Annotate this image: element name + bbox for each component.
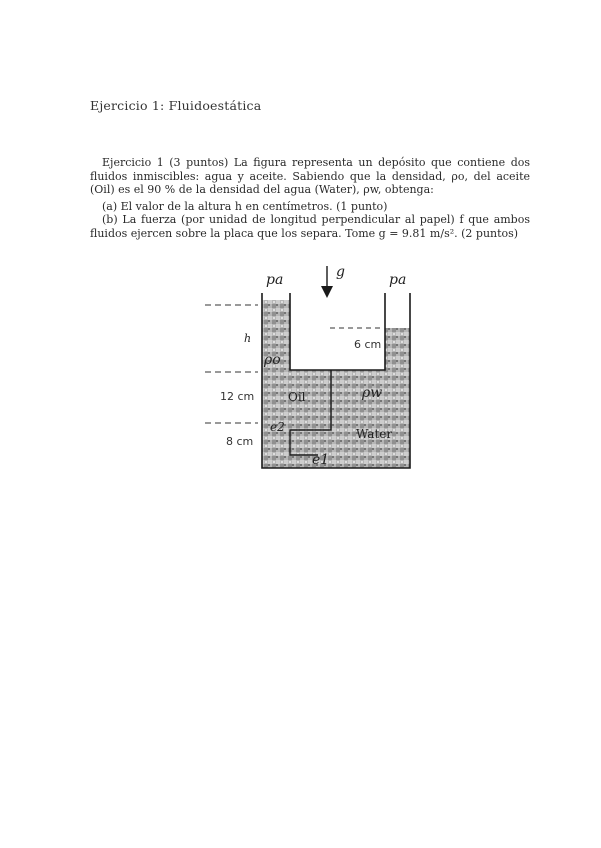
rho-o-label: ρo [264, 352, 281, 368]
bottom-fluid [262, 370, 410, 468]
water-label: Water [356, 427, 393, 441]
item-b: (b) La fuerza (por unidad de longitud perpendicular al papel) f que ambos fluidos ejercen sobre la placa que los separa. Tome g = 9.81 m/s². (2 puntos) [90, 213, 530, 240]
item-a: (a) El valor de la altura h en centímetros. (1 punto) [102, 200, 388, 213]
gravity-label: g [336, 264, 345, 280]
section-title: Ejercicio 1: Fluidoestática [90, 98, 262, 113]
pa-right-label: pa [389, 272, 407, 288]
h-label: h [244, 332, 252, 345]
gravity-arrow-head [321, 286, 333, 298]
dim-12cm: 12 cm [220, 390, 255, 403]
right-column-fluid [385, 328, 410, 370]
e1-label: e1 [312, 452, 330, 468]
oil-label: Oil [288, 390, 306, 404]
dim-6cm: 6 cm [354, 338, 382, 351]
inner-wall [290, 293, 385, 370]
rho-w-label: ρw [362, 385, 383, 401]
dim-8cm: 8 cm [226, 435, 254, 448]
pa-left-label: pa [266, 272, 284, 288]
problem-statement: Ejercicio 1 (3 puntos) La figura representa un depósito que contiene dos fluidos inmiscibles: agua y aceite. Sabiendo que la densidad, ρo, del aceite (Oil) es el 90 % de la densidad del agua (Water), ρw, obtenga: [90, 156, 530, 196]
e2-label: e2 [270, 420, 285, 434]
